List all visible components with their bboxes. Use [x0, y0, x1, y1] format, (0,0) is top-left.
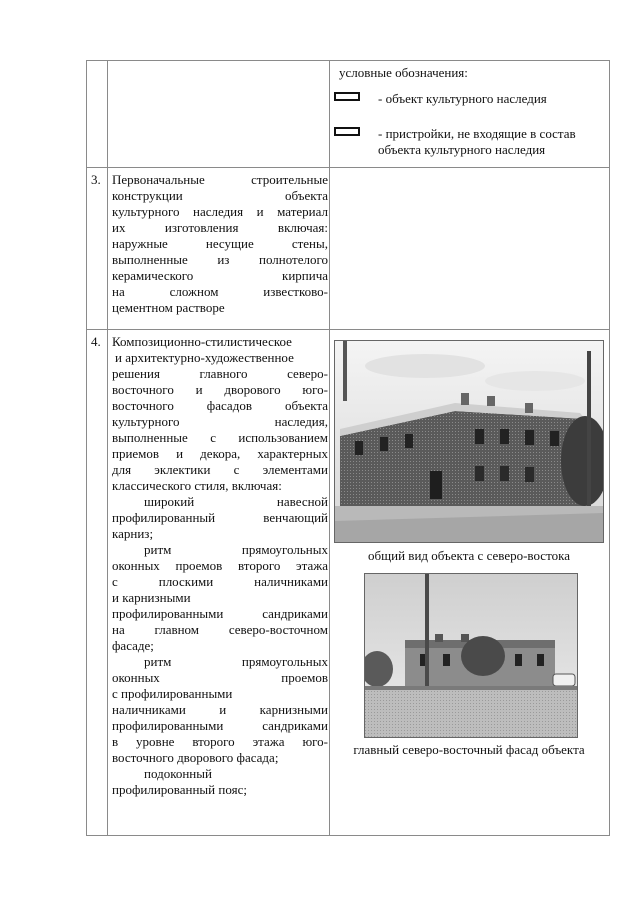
text-line: профилированный пояс; [112, 782, 247, 797]
text-line: выполненные из полнотелого [112, 252, 328, 267]
photo-general-view [334, 340, 604, 543]
row-divider-1 [86, 167, 610, 168]
text-line: карниз; [112, 526, 154, 541]
text-line: и карнизными [112, 590, 191, 605]
text-line: с плоскими наличниками [112, 574, 328, 589]
text-line: наружные несущие стены, [112, 236, 328, 251]
text-line: Первоначальные строительные [112, 172, 328, 187]
text-line: цементном растворе [112, 300, 225, 315]
text-line: оконных проемов [112, 670, 328, 685]
text-line: с профилированными [112, 686, 233, 701]
legend-annex-symbol [334, 127, 360, 136]
text-line: решения главного северо- [112, 366, 328, 381]
text-line: ритм прямоугольных [144, 542, 328, 557]
legend-title: условные обозначения: [339, 65, 468, 80]
text-line: фасаде; [112, 638, 154, 653]
photo-general-view-image [335, 341, 604, 543]
row-number: 3. [91, 172, 101, 187]
row3-description [112, 172, 328, 316]
text-line: ритм прямоугольных [144, 654, 328, 669]
text-line: восточного дворового фасада; [112, 750, 279, 765]
column-divider-1 [107, 60, 108, 836]
legend-annex-label-line1: - пристройки, не входящие в состав [378, 126, 576, 141]
photo-main-facade-image [365, 574, 578, 738]
text-line: профилированный венчающий [112, 510, 328, 525]
text-line: оконных проемов второго этажа [112, 558, 328, 573]
photo-main-facade [364, 573, 578, 738]
text-line: их изготовления включая: [112, 220, 328, 235]
text-line: и архитектурно-художественное [115, 350, 294, 365]
text-line: восточного и дворового юго- [112, 382, 328, 397]
legend-annex-label-line2: объекта культурного наследия [378, 142, 546, 157]
photo-main-facade-caption: главный северо-восточный фасад объекта [353, 742, 585, 757]
text-line: профилированными сандриками [112, 718, 328, 733]
row4-description [112, 334, 328, 798]
photo-general-view-caption: общий вид объекта с северо-востока [368, 548, 570, 563]
legend-heritage-symbol [334, 92, 360, 101]
text-line: на главном северо-восточном [112, 622, 328, 637]
text-line: подоконный [144, 766, 212, 781]
row-divider-2 [86, 329, 610, 330]
text-line: восточного фасадов объекта [112, 398, 328, 413]
text-line: профилированными сандриками [112, 606, 328, 621]
row-number: 4. [91, 334, 101, 349]
text-line: культурного наследия, [112, 414, 328, 429]
text-line: классического стиля, включая: [112, 478, 282, 493]
legend-heritage-label: - объект культурного наследия [378, 91, 547, 106]
text-line: Композиционно-стилистическое [112, 334, 292, 349]
text-line: широкий навесной [144, 494, 328, 509]
text-line: конструкции объекта [112, 188, 328, 203]
text-line: наличниками и карнизными [112, 702, 328, 717]
text-line: приемов и декора, характерных [112, 446, 328, 461]
text-line: в уровне второго этажа юго- [112, 734, 328, 749]
text-line: выполненные с использованием [112, 430, 328, 445]
text-line: культурного наследия и материал [112, 204, 328, 219]
text-line: керамического кирпича [112, 268, 328, 283]
text-line: на сложном известково- [112, 284, 328, 299]
column-divider-2 [329, 60, 330, 836]
text-line: для эклектики с элементами [112, 462, 328, 477]
